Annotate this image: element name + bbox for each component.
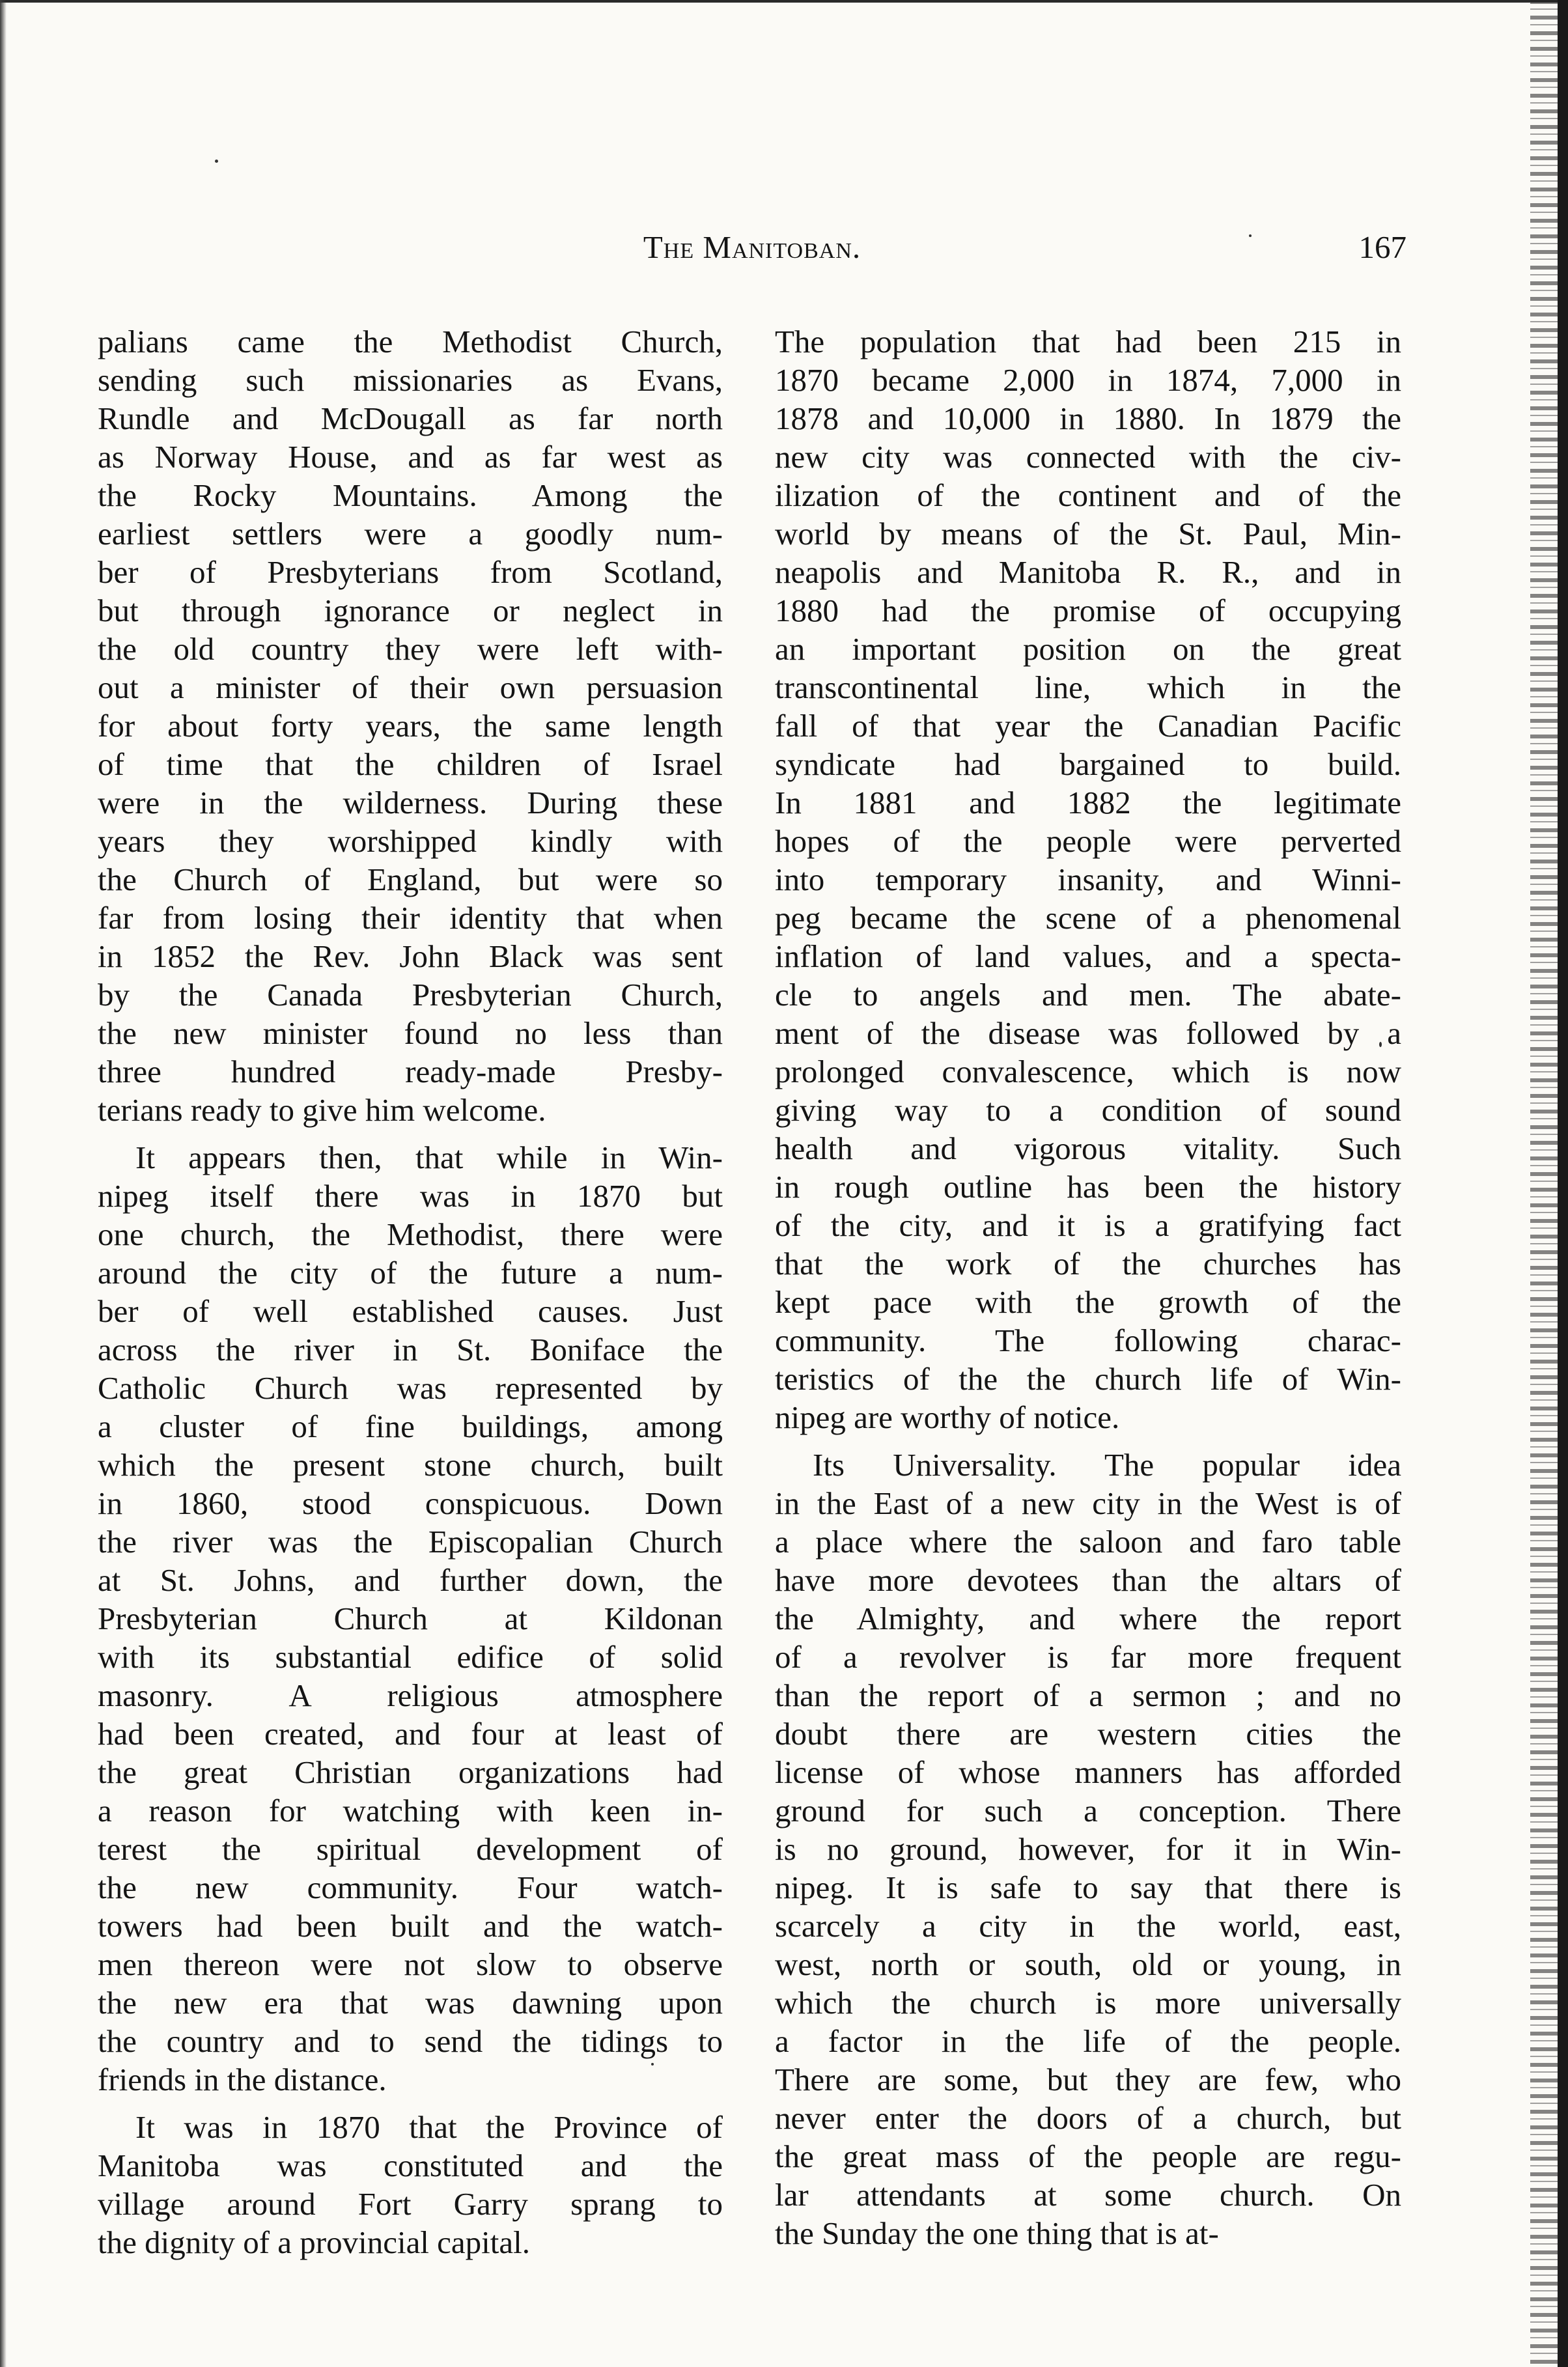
text-line: neapolis and Manitoba R. R., and in bbox=[775, 554, 1401, 590]
text-line: ment of the disease was followed by a bbox=[775, 1015, 1401, 1051]
text-line: masonry. A religious atmosphere bbox=[98, 1677, 723, 1713]
text-line: as Norway House, and as far west as bbox=[98, 439, 723, 475]
text-line: the Sunday the one thing that is at- bbox=[775, 2215, 1219, 2251]
text-line: of time that the children of Israel bbox=[98, 746, 723, 782]
text-line: three hundred ready-made Presby- bbox=[98, 1054, 723, 1089]
paragraph bbox=[98, 1138, 723, 2099]
text-line: the great Christian organizations had bbox=[98, 1754, 723, 1790]
paragraph-gap bbox=[98, 1129, 723, 1138]
text-line: at St. Johns, and further down, the bbox=[98, 1562, 723, 1598]
page-right-border bbox=[1558, 0, 1568, 2367]
text-line: It was in 1870 that the Province of bbox=[135, 2109, 723, 2145]
text-line: than the report of a sermon ; and no bbox=[775, 1677, 1401, 1713]
text-line: cle to angels and men. The abate- bbox=[775, 977, 1401, 1013]
text-line: terest the spiritual development of bbox=[98, 1831, 723, 1867]
text-line: nipeg. It is safe to say that there is bbox=[775, 1870, 1401, 1905]
paragraph bbox=[775, 1446, 1401, 2252]
paragraph bbox=[775, 322, 1401, 1436]
text-line: 1870 became 2,000 in 1874, 7,000 in bbox=[775, 362, 1401, 398]
text-line: the new community. Four watch- bbox=[98, 1870, 723, 1905]
text-line: for about forty years, the same length bbox=[98, 708, 723, 744]
text-line: never enter the doors of a church, but bbox=[775, 2100, 1401, 2136]
text-line: far from losing their identity that when bbox=[98, 900, 723, 936]
text-line: It appears then, that while in Win- bbox=[135, 1140, 723, 1175]
text-line: in the East of a new city in the West is of bbox=[775, 1485, 1401, 1521]
page-header bbox=[98, 221, 1407, 273]
text-line: fall of that year the Canadian Pacific bbox=[775, 708, 1401, 744]
text-line: by the Canada Presbyterian Church, bbox=[98, 977, 723, 1013]
text-line: one church, the Methodist, there were bbox=[98, 1216, 723, 1252]
paragraph bbox=[98, 2108, 723, 2262]
text-line: that the work of the churches has bbox=[775, 1246, 1401, 1282]
text-line: the great mass of the people are regu- bbox=[775, 2138, 1401, 2174]
text-line: giving way to a condition of sound bbox=[775, 1092, 1401, 1128]
text-line: Its Universality. The popular idea bbox=[813, 1447, 1401, 1483]
text-line: into temporary insanity, and Winni- bbox=[775, 861, 1401, 897]
text-line: is no ground, however, for it in Win- bbox=[775, 1831, 1401, 1867]
text-line: of the city, and it is a gratifying fact bbox=[775, 1207, 1401, 1243]
text-line: which the church is more universally bbox=[775, 1985, 1401, 2021]
text-line: the new minister found no less than bbox=[98, 1015, 723, 1051]
text-line: have more devotees than the altars of bbox=[775, 1562, 1401, 1598]
text-line: with its substantial edifice of solid bbox=[98, 1639, 723, 1675]
text-line: towers had been built and the watch- bbox=[98, 1908, 723, 1944]
text-line: had been created, and four at least of bbox=[98, 1716, 723, 1752]
text-line: the old country they were left with- bbox=[98, 631, 723, 667]
page-number: 167 bbox=[1358, 229, 1407, 265]
text-line: the dignity of a provincial capital. bbox=[98, 2224, 531, 2260]
text-line: doubt there are western cities the bbox=[775, 1716, 1401, 1752]
page-left-edge bbox=[0, 0, 7, 2367]
text-line: an important position on the great bbox=[775, 631, 1401, 667]
paragraph-gap bbox=[98, 2099, 723, 2108]
text-line: nipeg itself there was in 1870 but bbox=[98, 1178, 723, 1214]
text-line: ilization of the continent and of the bbox=[775, 477, 1401, 513]
text-line: out a minister of their own persuasion bbox=[98, 669, 723, 705]
text-line: teristics of the the church life of Win- bbox=[775, 1361, 1401, 1397]
text-line: of a revolver is far more frequent bbox=[775, 1639, 1401, 1675]
text-line: syndicate had bargained to build. bbox=[775, 746, 1401, 782]
scan-speck bbox=[215, 160, 218, 163]
right-text-column bbox=[775, 322, 1401, 2252]
text-line: but through ignorance or neglect in bbox=[98, 593, 723, 628]
text-line: Catholic Church was represented by bbox=[98, 1370, 723, 1406]
text-line: a cluster of fine buildings, among bbox=[98, 1408, 723, 1444]
text-line: palians came the Methodist Church, bbox=[98, 324, 723, 359]
text-line: In 1881 and 1882 the legitimate bbox=[775, 785, 1401, 820]
text-line: the Church of England, but were so bbox=[98, 861, 723, 897]
text-line: a place where the saloon and faro table bbox=[775, 1524, 1401, 1560]
text-line: license of whose manners has afforded bbox=[775, 1754, 1401, 1790]
text-line: terians ready to give him welcome. bbox=[98, 1092, 546, 1128]
text-line: nipeg are worthy of notice. bbox=[775, 1399, 1120, 1435]
text-line: the river was the Episcopalian Church bbox=[98, 1524, 723, 1560]
text-line: prolonged convalescence, which is now bbox=[775, 1054, 1401, 1089]
text-line: 1878 and 10,000 in 1880. In 1879 the bbox=[775, 400, 1401, 436]
text-line: Presbyterian Church at Kildonan bbox=[98, 1601, 723, 1636]
text-line: inflation of land values, and a specta- bbox=[775, 938, 1401, 974]
text-line: friends in the distance. bbox=[98, 2062, 387, 2097]
text-line: in 1860, stood conspicuous. Down bbox=[98, 1485, 723, 1521]
text-line: around the city of the future a num- bbox=[98, 1255, 723, 1291]
text-line: in rough outline has been the history bbox=[775, 1169, 1401, 1205]
paragraph bbox=[98, 322, 723, 1129]
text-line: hopes of the people were perverted bbox=[775, 823, 1401, 859]
text-line: village around Fort Garry sprang to bbox=[98, 2186, 723, 2222]
text-line: ber of well established causes. Just bbox=[98, 1293, 723, 1329]
running-title: The Manitoban. bbox=[643, 229, 861, 265]
paragraph-gap bbox=[775, 1436, 1401, 1446]
text-line: peg became the scene of a phenomenal bbox=[775, 900, 1401, 936]
text-line: the Rocky Mountains. Among the bbox=[98, 477, 723, 513]
text-line: ground for such a conception. There bbox=[775, 1793, 1401, 1828]
text-line: world by means of the St. Paul, Min- bbox=[775, 516, 1401, 552]
text-line: There are some, but they are few, who bbox=[775, 2062, 1401, 2097]
left-text-column bbox=[98, 322, 723, 2262]
text-line: transcontinental line, which in the bbox=[775, 669, 1401, 705]
text-line: years they worshipped kindly with bbox=[98, 823, 723, 859]
text-line: a factor in the life of the people. bbox=[775, 2023, 1401, 2059]
text-line: kept pace with the growth of the bbox=[775, 1284, 1401, 1320]
text-line: a reason for watching with keen in- bbox=[98, 1793, 723, 1828]
text-line: west, north or south, old or young, in bbox=[775, 1946, 1401, 1982]
text-line: sending such missionaries as Evans, bbox=[98, 362, 723, 398]
text-line: scarcely a city in the world, east, bbox=[775, 1908, 1401, 1944]
text-line: Rundle and McDougall as far north bbox=[98, 400, 723, 436]
text-line: ber of Presbyterians from Scotland, bbox=[98, 554, 723, 590]
text-line: lar attendants at some church. On bbox=[775, 2177, 1401, 2213]
text-line: the country and to send the tidings to bbox=[98, 2023, 723, 2059]
text-line: 1880 had the promise of occupying bbox=[775, 593, 1401, 628]
text-line: the Almighty, and where the report bbox=[775, 1601, 1401, 1636]
text-line: across the river in St. Boniface the bbox=[98, 1332, 723, 1367]
text-line: The population that had been 215 in bbox=[775, 324, 1401, 359]
text-line: in 1852 the Rev. John Black was sent bbox=[98, 938, 723, 974]
text-line: which the present stone church, built bbox=[98, 1447, 723, 1483]
text-line: the new era that was dawning upon bbox=[98, 1985, 723, 2021]
page-top-edge bbox=[0, 0, 1568, 3]
text-line: new city was connected with the civ- bbox=[775, 439, 1401, 475]
text-line: Manitoba was constituted and the bbox=[98, 2148, 723, 2183]
text-line: men thereon were not slow to observe bbox=[98, 1946, 723, 1982]
text-line: were in the wilderness. During these bbox=[98, 785, 723, 820]
text-line: earliest settlers were a goodly num- bbox=[98, 516, 723, 552]
text-line: health and vigorous vitality. Such bbox=[775, 1130, 1401, 1166]
text-line: community. The following charac- bbox=[775, 1323, 1401, 1358]
